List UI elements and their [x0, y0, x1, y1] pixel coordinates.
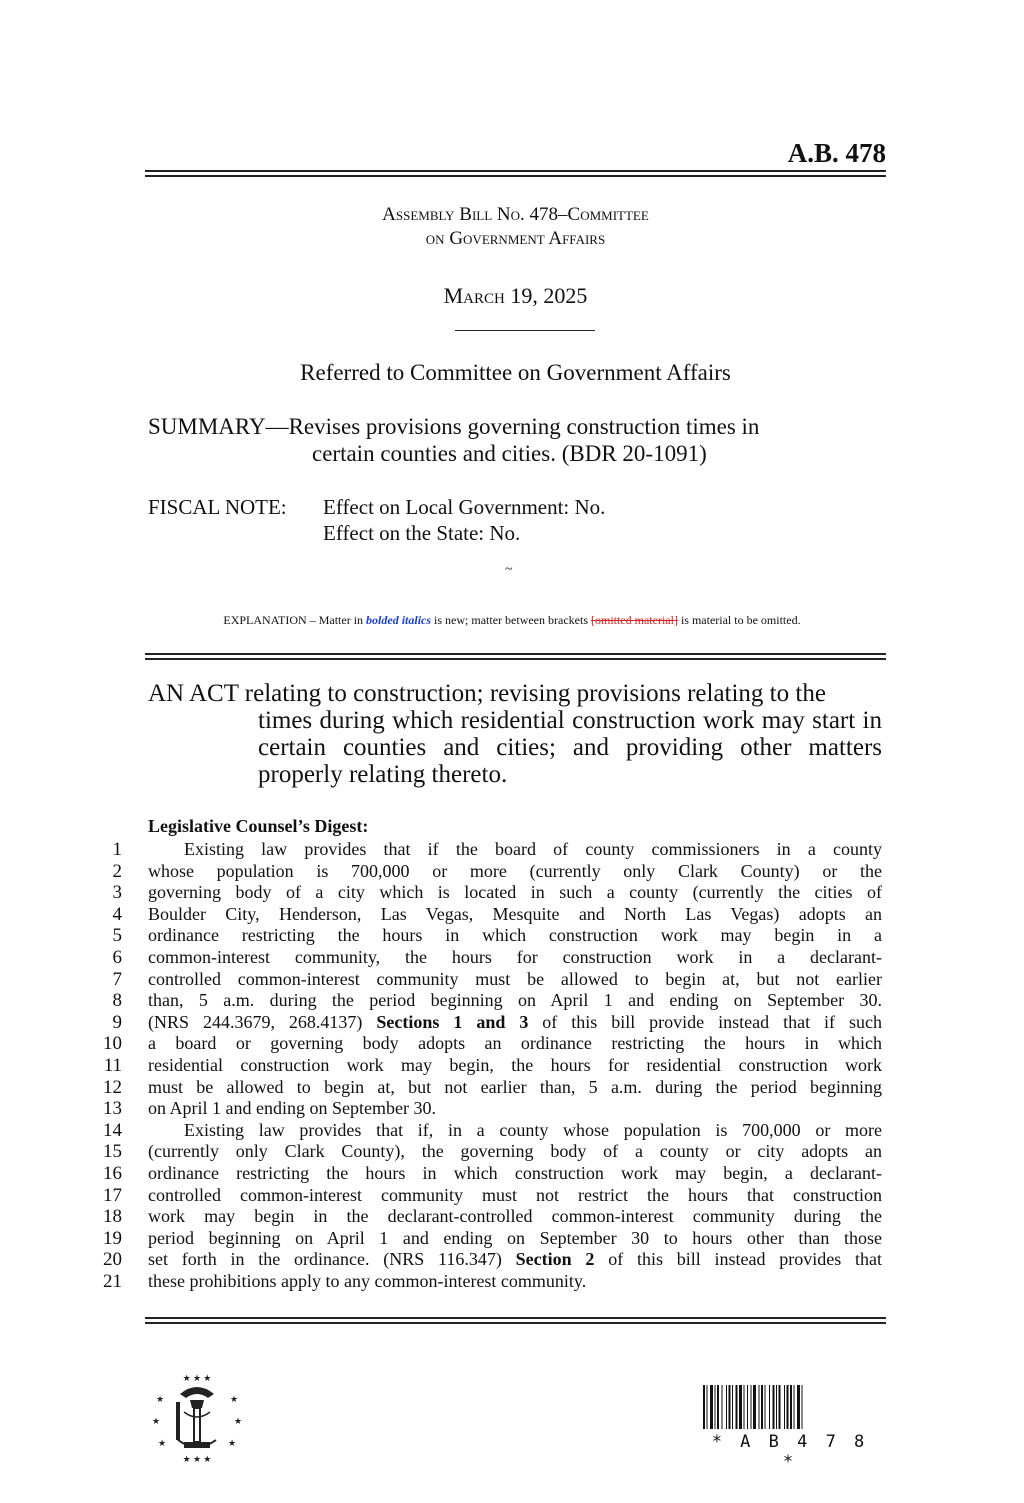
line-number: 3	[112, 882, 122, 904]
svg-text:★: ★	[234, 1416, 243, 1426]
digest-text	[148, 1012, 882, 1034]
svg-text:★ ★ ★: ★ ★ ★	[182, 1373, 212, 1383]
digest-line	[100, 1141, 890, 1163]
digest-segment: (NRS 244.3679, 268.4137)	[148, 1011, 377, 1032]
digest-line	[100, 947, 890, 969]
line-number: 14	[103, 1119, 122, 1141]
digest-text: work may begin in the declarant-controlled common-interest community during the	[148, 1206, 882, 1227]
svg-text:★ ★ ★: ★ ★ ★	[182, 1454, 212, 1464]
short-divider	[455, 330, 595, 331]
bill-date: March 19, 2025	[443, 283, 588, 308]
digest-line	[100, 1271, 890, 1293]
line-number: 19	[103, 1227, 122, 1249]
explanation-omitted: [omitted material]	[590, 613, 678, 627]
digest-text: Existing law provides that if, in a county whose population is 700,000 or more	[184, 1119, 882, 1140]
line-number: 13	[103, 1098, 122, 1120]
digest-line	[100, 882, 890, 904]
referred-to: Referred to Committee on Government Affairs	[300, 360, 731, 385]
section-reference: Section 2	[515, 1249, 595, 1270]
digest-line	[100, 1185, 890, 1207]
svg-text:★: ★	[152, 1416, 161, 1426]
line-number: 4	[112, 903, 122, 925]
digest-line	[100, 1098, 890, 1120]
svg-text:★: ★	[230, 1394, 239, 1404]
digest-line	[100, 990, 890, 1012]
explanation	[0, 613, 1024, 628]
digest-line	[100, 1228, 890, 1250]
digest-text: than, 5 a.m. during the period beginning on April 1 and ending on September 30.	[148, 990, 882, 1011]
digest-text: a board or governing body adopts an ordinance restricting the hours in which	[148, 1033, 882, 1054]
digest-line	[100, 1077, 890, 1099]
digest-text: ordinance restricting the hours in which construction work may begin, a declarant-	[148, 1162, 882, 1183]
fiscal-note	[148, 494, 605, 546]
line-number: 17	[103, 1184, 122, 1206]
fiscal-note-state: Effect on the State: No.	[323, 521, 521, 545]
digest-text: Boulder City, Henderson, Las Vegas, Mesquite and North Las Vegas) adopts an	[148, 903, 882, 924]
digest-text: residential construction work may begin, the hours for residential construction work	[148, 1054, 882, 1075]
digest-line	[100, 925, 890, 947]
digest-text: Existing law provides that if the board of county commissioners in a county	[184, 839, 882, 859]
footer-divider	[145, 1317, 886, 1324]
line-number: 10	[103, 1033, 122, 1055]
line-number: 18	[103, 1206, 122, 1228]
bill-heading-line2: on Government Affairs	[425, 228, 606, 249]
digest-text: period beginning on April 1 and ending on September 30 to hours other than those	[148, 1227, 882, 1248]
digest-text: common-interest community, the hours for construction work in a declarant-	[148, 946, 882, 967]
svg-text:★: ★	[156, 1394, 165, 1404]
digest-line	[100, 904, 890, 926]
digest-text: on April 1 and ending on September 30.	[148, 1098, 436, 1119]
digest-line	[100, 1120, 890, 1142]
digest-text: controlled common-interest community must not restrict the hours that construction	[148, 1184, 882, 1205]
act-title-first: AN ACT relating to construction; revising provisions relating to the	[148, 680, 826, 707]
digest-text: governing body of a city which is located in such a county (currently the cities of	[148, 882, 882, 903]
digest-line	[100, 1206, 890, 1228]
line-number: 12	[103, 1076, 122, 1098]
line-number: 9	[112, 1011, 122, 1033]
explanation-suffix: is material to be omitted.	[677, 613, 801, 627]
explanation-bolded: bolded italics	[366, 613, 432, 627]
fiscal-note-label: FISCAL NOTE:	[148, 495, 287, 519]
line-number: 20	[103, 1249, 122, 1271]
summary	[148, 413, 882, 467]
summary-lead: SUMMARY—Revises provisions governing construction times in	[148, 414, 760, 439]
line-number: 7	[112, 968, 122, 990]
bill-number: A.B. 478	[787, 138, 886, 168]
summary-rest: certain counties and cities. (BDR 20-1091)	[312, 441, 707, 466]
line-number: 8	[112, 990, 122, 1012]
state-seal-icon	[150, 1372, 244, 1464]
line-number: 1	[112, 839, 122, 860]
fiscal-note-local: Effect on Local Government: No.	[323, 495, 606, 519]
digest-text: controlled common-interest community must be allowed to begin at, but not earlier	[148, 968, 882, 989]
digest-text: whose population is 700,000 or more (currently only Clark County) or the	[148, 860, 882, 881]
header-divider	[145, 170, 886, 177]
digest-line	[100, 1249, 890, 1271]
svg-text:★: ★	[228, 1438, 237, 1448]
line-number: 15	[103, 1141, 122, 1163]
digest-text: must be allowed to begin at, but not earlier than, 5 a.m. during the period beginning	[148, 1076, 882, 1097]
digest-line	[100, 1012, 890, 1034]
digest-title: Legislative Counsel’s Digest:	[148, 816, 369, 836]
digest-line	[100, 1055, 890, 1077]
line-number: 21	[103, 1270, 122, 1292]
act-title	[148, 680, 882, 788]
line-number: 2	[112, 860, 122, 882]
line-number: 11	[103, 1054, 122, 1076]
digest-segment: of this bill instead provides that	[594, 1249, 882, 1270]
svg-text:★: ★	[158, 1438, 167, 1448]
digest-segment: set forth in the ordinance. (NRS 116.347)	[148, 1249, 516, 1270]
tilde-mark: ~	[505, 562, 513, 577]
barcode-text: * A B 4 7 8 *	[711, 1432, 869, 1472]
explanation-prefix: EXPLANATION – Matter in	[223, 613, 367, 627]
digest-line	[100, 1163, 890, 1185]
digest-segment: of this bill provide instead that if such	[528, 1011, 882, 1032]
bill-heading-line1: Assembly Bill No. 478–Committee	[382, 204, 649, 225]
digest-line	[100, 839, 890, 861]
digest-text	[148, 1249, 882, 1271]
section-reference: Sections 1 and 3	[376, 1011, 529, 1032]
digest-line	[100, 969, 890, 991]
explanation-middle: is new; matter between brackets	[431, 613, 591, 627]
line-number: 6	[112, 946, 122, 968]
act-title-rest: times during which residential construction work may start in certain counties and cities; and providing other matters properly relating thereto.	[258, 707, 882, 788]
bill-heading	[145, 203, 886, 251]
digest-text: ordinance restricting the hours in which construction work may begin in a	[148, 925, 882, 946]
digest-line	[100, 1033, 890, 1055]
barcode-icon	[703, 1385, 877, 1431]
digest-line	[100, 861, 890, 883]
digest-text: (currently only Clark County), the governing body of a county or city adopts an	[148, 1141, 882, 1162]
digest	[100, 839, 890, 1292]
explanation-divider	[145, 653, 886, 660]
line-number: 16	[103, 1162, 122, 1184]
digest-text: these prohibitions apply to any common-interest community.	[148, 1270, 587, 1291]
line-number: 5	[112, 925, 122, 947]
